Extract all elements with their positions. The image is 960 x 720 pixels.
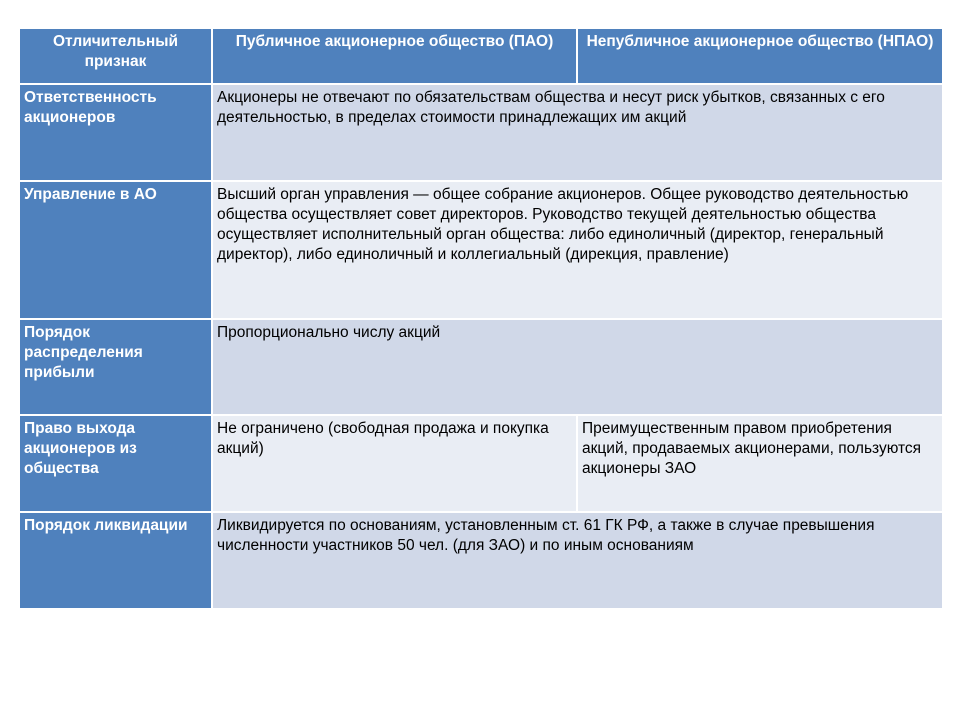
table-row — [19, 84, 943, 181]
row-npao-cell: Преимущественным правом приобретения акций, продаваемых акционерами, пользуются акционеры ЗАО — [577, 415, 943, 512]
table-row — [19, 181, 943, 319]
row-label: Управление в АО — [19, 181, 212, 319]
row-label: Порядок ликвидации — [19, 512, 212, 609]
row-common-cell: Ликвидируется по основаниям, установленным ст. 61 ГК РФ, а также в случае превышения численности участников 50 чел. (для ЗАО) и по иным основаниям — [212, 512, 943, 609]
row-common-cell: Высший орган управления — общее собрание акционеров. Общее руководство деятельностью общества осуществляет совет директоров. Руководство текущей деятельностью общества осуществляет исполнительный орган общества: либо единоличный (директор, генеральный директор), либо единоличный и коллегиальный (дирекция, правление) — [212, 181, 943, 319]
table-header-row — [19, 28, 943, 84]
header-feature: Отличительный признак — [19, 28, 212, 84]
table-row — [19, 415, 943, 512]
table-row — [19, 319, 943, 415]
comparison-table — [18, 27, 944, 610]
row-common-cell: Акционеры не отвечают по обязательствам общества и несут риск убытков, связанных с его деятельностью, в пределах стоимости принадлежащих им акций — [212, 84, 943, 181]
row-label: Ответственность акционеров — [19, 84, 212, 181]
row-label: Порядок распределения прибыли — [19, 319, 212, 415]
row-pao-cell: Не ограничено (свободная продажа и покупка акций) — [212, 415, 577, 512]
row-common-cell: Пропорционально числу акций — [212, 319, 943, 415]
table-row — [19, 512, 943, 609]
header-npao: Непубличное акционерное общество (НПАО) — [577, 28, 943, 84]
row-label: Право выхода акционеров из общества — [19, 415, 212, 512]
header-pao: Публичное акционерное общество (ПАО) — [212, 28, 577, 84]
